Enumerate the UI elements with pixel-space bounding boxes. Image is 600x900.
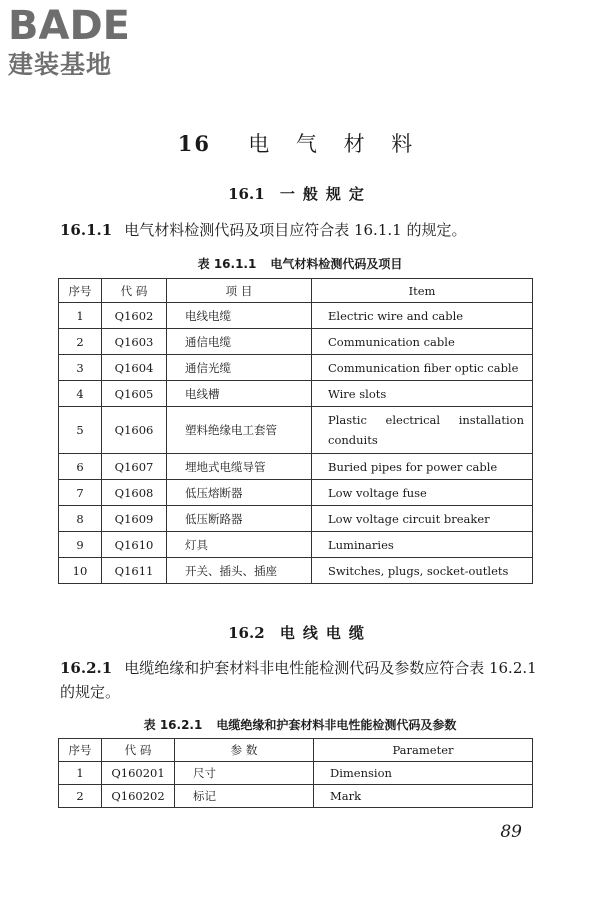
table-row bbox=[59, 407, 533, 454]
cell-seq: 2 bbox=[59, 329, 102, 355]
table-row bbox=[59, 558, 533, 584]
clause-number: 16.1.1 bbox=[60, 221, 113, 239]
table-caption-title: 电缆绝缘和护套材料非电性能检测代码及参数 bbox=[216, 718, 457, 732]
cell-item: 通信光缆 bbox=[167, 355, 312, 381]
cell-seq: 6 bbox=[59, 454, 102, 480]
electrical-materials-table bbox=[58, 278, 533, 584]
cell-param-en: Mark bbox=[314, 785, 533, 808]
header-param: 参 数 bbox=[175, 739, 314, 762]
table-header-row bbox=[59, 739, 533, 762]
header-param-en: Parameter bbox=[314, 739, 533, 762]
cell-item-en: Plastic electrical installation conduits bbox=[312, 407, 533, 454]
table-header-row bbox=[59, 279, 533, 303]
section-title: 电线电缆 bbox=[279, 624, 372, 642]
header-code: 代 码 bbox=[102, 739, 175, 762]
header-code: 代 码 bbox=[102, 279, 167, 303]
cell-item: 低压断路器 bbox=[167, 506, 312, 532]
table-row bbox=[59, 506, 533, 532]
cell-code: Q1610 bbox=[102, 532, 167, 558]
table-caption-title: 电气材料检测代码及项目 bbox=[270, 257, 403, 271]
cell-param: 尺寸 bbox=[175, 762, 314, 785]
cable-parameters-table bbox=[58, 738, 533, 808]
table-row bbox=[59, 532, 533, 558]
table-caption-1 bbox=[0, 255, 600, 272]
header-seq: 序号 bbox=[59, 739, 102, 762]
section-heading-1 bbox=[0, 183, 600, 204]
chapter-heading bbox=[0, 128, 600, 158]
section-title: 一般规定 bbox=[279, 185, 372, 203]
cell-item: 塑料绝缘电工套管 bbox=[167, 407, 312, 454]
cell-item: 开关、插头、插座 bbox=[167, 558, 312, 584]
cell-item: 电线槽 bbox=[167, 381, 312, 407]
cell-code: Q1603 bbox=[102, 329, 167, 355]
cell-seq: 8 bbox=[59, 506, 102, 532]
cell-item-en: Communication fiber optic cable bbox=[312, 355, 533, 381]
cell-item-en: Luminaries bbox=[312, 532, 533, 558]
cell-param: 标记 bbox=[175, 785, 314, 808]
cell-code: Q1609 bbox=[102, 506, 167, 532]
cell-item-en: Low voltage fuse bbox=[312, 480, 533, 506]
header-item-en: Item bbox=[312, 279, 533, 303]
logo-wordmark: BADE bbox=[8, 3, 130, 49]
cell-param-en: Dimension bbox=[314, 762, 533, 785]
cell-seq: 3 bbox=[59, 355, 102, 381]
header-item: 项 目 bbox=[167, 279, 312, 303]
table-row bbox=[59, 480, 533, 506]
cell-code: Q1611 bbox=[102, 558, 167, 584]
clause-number: 16.2.1 bbox=[60, 659, 113, 677]
chapter-title: 电 气 材 料 bbox=[248, 132, 423, 156]
cell-code: Q1608 bbox=[102, 480, 167, 506]
cell-seq: 7 bbox=[59, 480, 102, 506]
cell-item-en: Buried pipes for power cable bbox=[312, 454, 533, 480]
clause-text: 电气材料检测代码及项目应符合表 16.1.1 的规定。 bbox=[124, 221, 467, 239]
table-caption-2 bbox=[0, 716, 600, 733]
cell-item: 电线电缆 bbox=[167, 303, 312, 329]
cell-item: 灯具 bbox=[167, 532, 312, 558]
table-row bbox=[59, 762, 533, 785]
table-row bbox=[59, 329, 533, 355]
table-row bbox=[59, 355, 533, 381]
page-number: 89 bbox=[500, 822, 522, 842]
chapter-number: 16 bbox=[177, 131, 211, 156]
cell-code: Q1606 bbox=[102, 407, 167, 454]
publisher-logo bbox=[8, 4, 130, 80]
section-number: 16.2 bbox=[228, 624, 265, 642]
cell-item-en: Communication cable bbox=[312, 329, 533, 355]
section-number: 16.1 bbox=[228, 185, 265, 203]
cell-item: 通信电缆 bbox=[167, 329, 312, 355]
cell-code: Q160202 bbox=[102, 785, 175, 808]
table-row bbox=[59, 303, 533, 329]
cell-item: 低压熔断器 bbox=[167, 480, 312, 506]
cell-seq: 1 bbox=[59, 303, 102, 329]
clause-16-2-1 bbox=[60, 656, 540, 704]
cell-seq: 10 bbox=[59, 558, 102, 584]
cell-code: Q160201 bbox=[102, 762, 175, 785]
header-seq: 序号 bbox=[59, 279, 102, 303]
cell-item-en: Wire slots bbox=[312, 381, 533, 407]
cell-item: 埋地式电缆导管 bbox=[167, 454, 312, 480]
cell-item-en: Low voltage circuit breaker bbox=[312, 506, 533, 532]
logo-subtitle: 建装基地 bbox=[8, 50, 113, 79]
cell-code: Q1604 bbox=[102, 355, 167, 381]
cell-code: Q1607 bbox=[102, 454, 167, 480]
table-caption-number: 表 16.1.1 bbox=[197, 257, 257, 271]
cell-code: Q1605 bbox=[102, 381, 167, 407]
table-caption-number: 表 16.2.1 bbox=[143, 718, 203, 732]
cell-seq: 5 bbox=[59, 407, 102, 454]
cell-seq: 4 bbox=[59, 381, 102, 407]
cell-code: Q1602 bbox=[102, 303, 167, 329]
cell-seq: 2 bbox=[59, 785, 102, 808]
clause-text: 电缆绝缘和护套材料非电性能检测代码及参数应符合表 16.2.1 的规定。 bbox=[60, 659, 537, 701]
clause-16-1-1 bbox=[60, 218, 540, 242]
table-row bbox=[59, 381, 533, 407]
table-row bbox=[59, 785, 533, 808]
cell-item-en: Switches, plugs, socket-outlets bbox=[312, 558, 533, 584]
cell-seq: 9 bbox=[59, 532, 102, 558]
cell-seq: 1 bbox=[59, 762, 102, 785]
section-heading-2 bbox=[0, 622, 600, 643]
table-row bbox=[59, 454, 533, 480]
cell-item-en: Electric wire and cable bbox=[312, 303, 533, 329]
